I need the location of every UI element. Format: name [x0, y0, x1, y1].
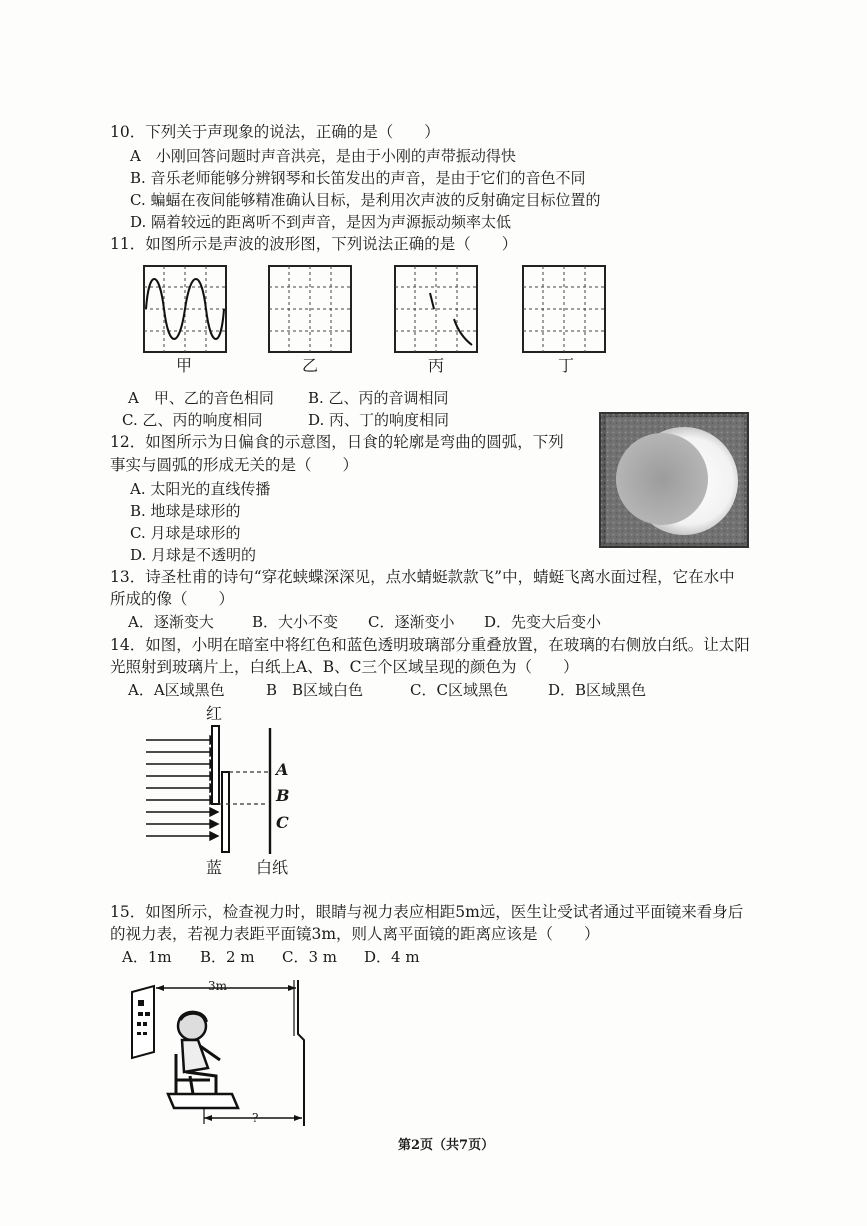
q13-option-a: A．逐渐变大: [128, 613, 214, 631]
q13-option-c: C．逐渐变小: [368, 613, 455, 631]
label-region-b: B: [276, 786, 290, 805]
wave-figure-jia: [143, 265, 227, 353]
dimension-top-label: 3m: [208, 979, 228, 993]
wave-label-ding: 丁: [558, 356, 575, 375]
vision-test-diagram: [124, 976, 324, 1128]
q14-stem-line1: 14．如图，小明在暗室中将红色和蓝色透明玻璃部分重叠放置，在玻璃的右侧放白纸。让太阳: [110, 636, 750, 654]
wave-figure-yi: [268, 265, 352, 353]
q11-option-b: B. 乙、丙的音调相同: [308, 389, 449, 407]
q10-option-d: D. 隔着较远的距离听不到声音，是因为声源振动频率太低: [130, 213, 512, 231]
q15-stem-line2: 的视力表，若视力表距平面镜3m，则人离平面镜的距离应该是（ ）: [110, 925, 600, 943]
q14-option-d: D．B区域黑色: [548, 681, 647, 699]
wave-label-yi: 乙: [302, 356, 319, 375]
wave-label-bing: 丙: [428, 356, 445, 375]
q14-option-b: B B区域白色: [266, 681, 364, 699]
wave-figure-bing: [394, 265, 478, 353]
q14-option-a: A．A区域黑色: [128, 681, 225, 699]
dimension-bottom-label: ?: [252, 1111, 259, 1125]
q15-option-d: D．4 m: [364, 948, 420, 966]
q11-option-a: A 甲、乙的音色相同: [128, 389, 274, 407]
wave-figure-ding: [522, 265, 606, 353]
q10-option-c: C. 蝙蝠在夜间能够精准确认目标，是利用次声波的反射确定目标位置的: [130, 191, 601, 209]
q12-option-d: D. 月球是不透明的: [130, 546, 257, 564]
q13-stem-line1: 13．诗圣杜甫的诗句“穿花蛱蝶深深见，点水蜻蜓款款飞”中，蜻蜓飞离水面过程，它在水中: [110, 568, 735, 586]
q14-stem-line2: 光照射到玻璃片上，白纸上A、B、C三个区域呈现的颜色为（ ）: [110, 658, 579, 676]
q12-stem-line1: 12．如图所示为日偏食的示意图，日食的轮廓是弯曲的圆弧，下列: [110, 433, 564, 451]
q10-stem: 10．下列关于声现象的说法，正确的是（ ）: [110, 123, 440, 141]
q13-option-d: D．先变大后变小: [484, 613, 602, 631]
q11-option-d: D. 丙、丁的响度相同: [308, 411, 450, 429]
label-white-paper: 白纸: [256, 858, 289, 877]
q13-stem-line2: 所成的像（ ）: [110, 590, 235, 608]
q15-stem-line1: 15．如图所示，检查视力时，眼睛与视力表应相距5m远，医生让受试者通过平面镜来看身后: [110, 903, 744, 921]
q14-option-c: C．C区域黑色: [410, 681, 508, 699]
q12-stem-line2: 事实与圆弧的形成无关的是（ ）: [110, 456, 359, 474]
wave-label-jia: 甲: [176, 356, 193, 375]
label-red-glass: 红: [206, 704, 223, 723]
partial-eclipse-image: [600, 413, 748, 547]
q10-option-a: A 小刚回答问题时声音洪亮，是由于小刚的声带振动得快: [130, 147, 516, 165]
q13-option-b: B．大小不变: [252, 613, 339, 631]
q12-option-b: B. 地球是球形的: [130, 502, 241, 520]
q11-stem: 11．如图所示是声波的波形图，下列说法正确的是（ ）: [110, 235, 518, 253]
label-region-a: A: [276, 760, 289, 779]
q11-option-c: C. 乙、丙的响度相同: [122, 411, 263, 429]
q15-option-b: B．2 m: [200, 948, 255, 966]
q15-option-a: A．1m: [122, 948, 172, 966]
q12-option-c: C. 月球是球形的: [130, 524, 241, 542]
q15-option-c: C．3 m: [282, 948, 338, 966]
q12-option-a: A. 太阳光的直线传播: [130, 480, 271, 498]
q10-option-b: B. 音乐老师能够分辨钢琴和长笛发出的声音，是由于它们的音色不同: [130, 169, 586, 187]
page-footer: 第2页（共7页）: [398, 1138, 495, 1153]
label-region-c: C: [276, 813, 289, 832]
label-blue-glass: 蓝: [206, 858, 223, 877]
